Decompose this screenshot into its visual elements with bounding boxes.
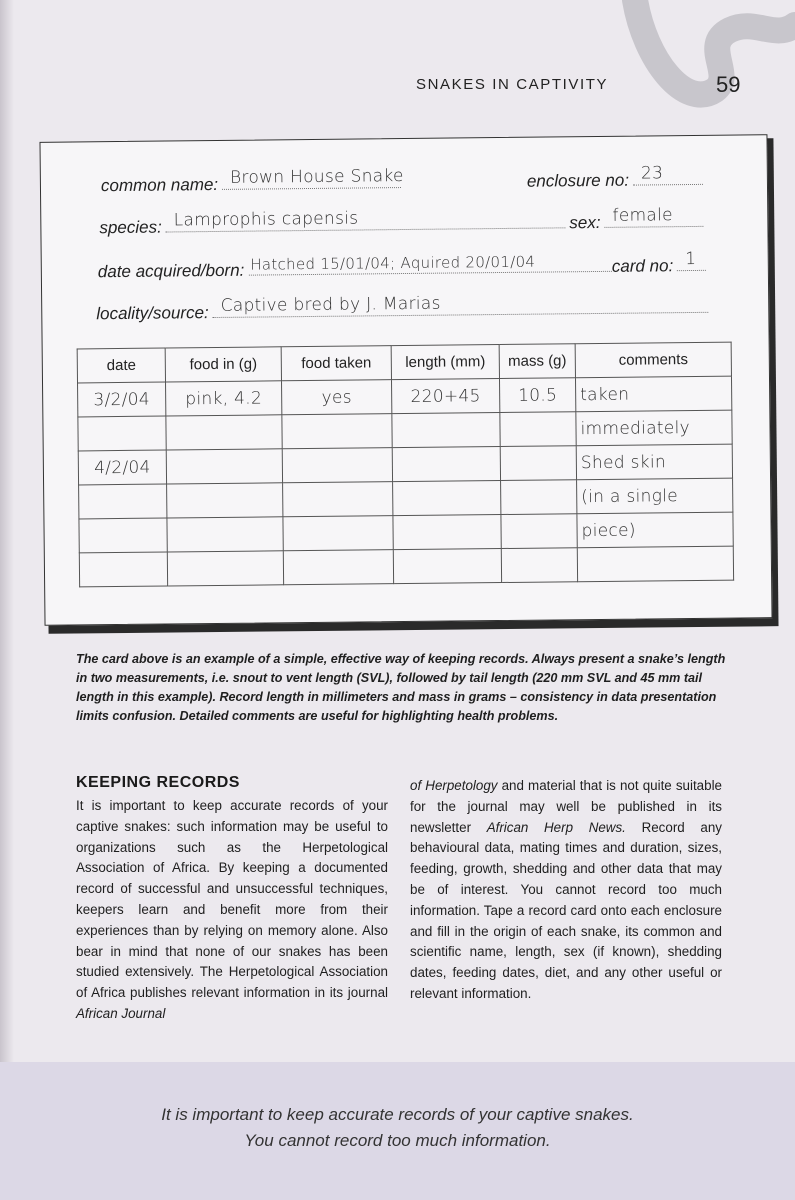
body-text: and material that is not quite suitable for the journal may well be published in its newsletter bbox=[410, 778, 722, 835]
page-number: 59 bbox=[716, 72, 741, 97]
column-header: mass (g) bbox=[499, 344, 575, 379]
table-cell bbox=[393, 481, 501, 516]
body-column-right bbox=[410, 776, 722, 1005]
table-cell bbox=[167, 483, 283, 518]
field-enclosure-no bbox=[527, 164, 703, 192]
body-text-italic: African Journal bbox=[76, 1005, 166, 1021]
record-table bbox=[77, 342, 734, 588]
species-label: species: bbox=[99, 217, 162, 238]
table-cell bbox=[167, 551, 283, 586]
date-acquired-label: date acquired/born: bbox=[97, 260, 245, 282]
column-header: food taken bbox=[281, 346, 391, 381]
table-cell bbox=[501, 548, 577, 583]
table-cell bbox=[283, 516, 393, 551]
field-sex bbox=[569, 206, 703, 233]
table-cell bbox=[501, 480, 577, 515]
table-cell bbox=[393, 549, 501, 584]
card-no-label: card no: bbox=[611, 256, 674, 276]
table-cell bbox=[79, 518, 167, 553]
table-cell bbox=[79, 552, 167, 587]
enclosure-no-value: 23 bbox=[640, 163, 664, 184]
table-cell: piece) bbox=[577, 512, 733, 548]
table-cell: 10.5 bbox=[499, 378, 575, 413]
table-cell: taken bbox=[575, 376, 731, 412]
table-cell bbox=[166, 415, 282, 450]
table-cell: yes bbox=[282, 380, 392, 415]
field-locality bbox=[96, 292, 708, 324]
body-text: Record any behavioural data, mating times and duration, sizes, feeding, growth, shedding and other data that may be of interest. You cannot record too much information. Tape a record card onto each enclosure and fill in the origin of each snake, its common and scientific name, length, sex (if known), shedding dates, feeding dates, diet, and any other useful or relevant information. bbox=[410, 819, 722, 1001]
table-cell bbox=[501, 514, 577, 549]
table-cell bbox=[283, 482, 393, 517]
body-text-italic: of Herpetology bbox=[410, 778, 498, 793]
table-cell: 220+45 bbox=[391, 379, 499, 414]
table-cell: 3/2/04 bbox=[78, 382, 166, 417]
table-cell bbox=[79, 484, 167, 519]
snake-swirl-decoration bbox=[615, 0, 795, 120]
species-value: Lamprophis capensis bbox=[173, 208, 359, 231]
field-card-no bbox=[612, 250, 706, 277]
body-column-left bbox=[76, 796, 388, 1025]
column-header: food in (g) bbox=[165, 347, 281, 382]
enclosure-no-label: enclosure no: bbox=[526, 170, 630, 191]
table-cell bbox=[500, 446, 576, 481]
page-gutter-shadow bbox=[0, 0, 14, 1200]
table-cell bbox=[78, 416, 166, 451]
sex-value: female bbox=[612, 205, 673, 226]
running-head: SNAKES IN CAPTIVITY bbox=[416, 76, 609, 93]
table-cell: pink, 4.2 bbox=[166, 381, 282, 416]
table-cell bbox=[282, 414, 392, 449]
record-card bbox=[39, 134, 772, 626]
body-text: It is important to keep accurate records of your captive snakes: such information may be useful to organizations such as the Herpetological Association of Africa. By keeping a documented record of successful and unsuccessful techniques, keepers learn and benefit more from their experiences than by relying on memory alone. Also bear in mind that none of our snakes has been studied extensively. The Herpetological Association of Africa publishes relevant information in its journal bbox=[76, 798, 388, 1001]
table-cell bbox=[393, 515, 501, 550]
table-row bbox=[79, 546, 733, 587]
table-cell bbox=[283, 550, 393, 585]
common-name-label: common name: bbox=[100, 174, 219, 196]
table-cell: (in a single bbox=[577, 478, 733, 514]
locality-label: locality/source: bbox=[96, 303, 209, 324]
table-cell bbox=[577, 546, 733, 582]
column-header: length (mm) bbox=[391, 345, 499, 380]
field-common-name bbox=[100, 166, 404, 196]
locality-value: Captive bred by J. Marias bbox=[220, 293, 441, 316]
card-no-value: 1 bbox=[685, 248, 697, 270]
column-header: comments bbox=[575, 342, 731, 378]
column-header: date bbox=[77, 348, 165, 383]
table-cell: 4/2/04 bbox=[78, 450, 166, 485]
date-acquired-value: Hatched 15/01/04; Aquired 20/01/04 bbox=[250, 252, 536, 274]
table-cell bbox=[392, 413, 500, 448]
table-cell bbox=[166, 449, 282, 484]
table-cell bbox=[500, 412, 576, 447]
common-name-value: Brown House Snake bbox=[229, 166, 404, 188]
section-heading: KEEPING RECORDS bbox=[76, 774, 240, 791]
table-cell: Shed skin bbox=[576, 444, 732, 480]
pull-quote-line: It is important to keep accurate records of your captive snakes. bbox=[161, 1105, 634, 1124]
pull-quote-line: You cannot record too much information. bbox=[244, 1131, 551, 1150]
field-date-acquired bbox=[98, 251, 612, 282]
table-cell bbox=[392, 447, 500, 482]
table-cell bbox=[282, 448, 392, 483]
pull-quote bbox=[0, 1102, 795, 1154]
sex-label: sex: bbox=[569, 212, 601, 233]
field-species bbox=[99, 207, 565, 238]
card-caption: The card above is an example of a simple, effective way of keeping records. Always present a snake’s length in two measurements, i.e. snout to vent length (SVL), followed by tail length (220 mm SVL and 45 mm tail length in this example). Record length in millimeters and mass in grams – consistency in data presentation limits confusion. Detailed comments are useful for highlighting health problems. bbox=[76, 652, 726, 723]
table-cell bbox=[167, 517, 283, 552]
table-cell: immediately bbox=[576, 410, 732, 446]
body-text-italic: African Herp News. bbox=[486, 819, 626, 835]
